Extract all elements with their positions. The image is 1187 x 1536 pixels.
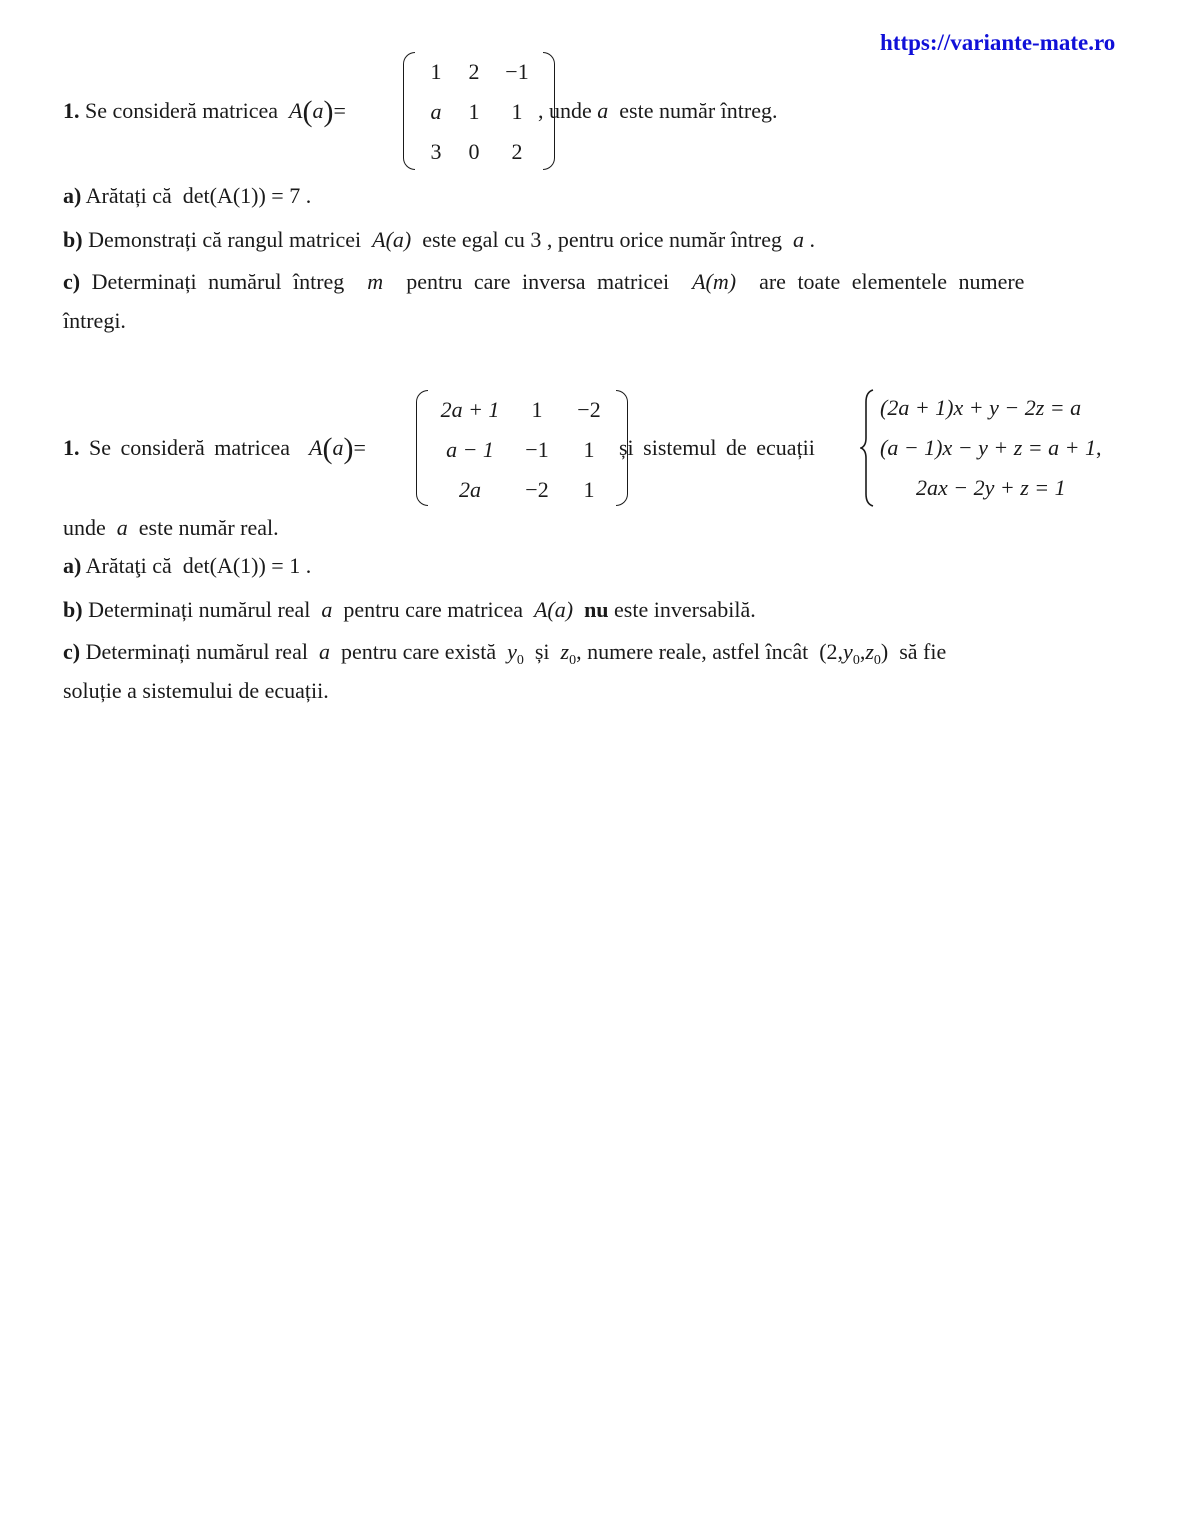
equation-2: (a − 1)x − y + z = a + 1, [880,435,1102,460]
problem2-part-c: c) Determinați numărul real a pentru care există $y_0$ și $z_0$, numere reale, astfel încât $(2,y_0,z_0)$ să fie [63,639,947,668]
equation-3: 2ax − 2y + z = 1 [916,475,1066,500]
problem2-part-b: b) Determinați numărul real a pentru care matricea A(a) nu este inversabilă. [63,597,756,622]
problem2-number: 1. [63,435,80,460]
problem1-part-b: b) Demonstrați că rangul matricei A(a) este egal cu 3 , pentru orice număr întreg a . [63,227,816,252]
problem2-matrix: 2a + 1 1 −2 a − 1 −1 1 2a −2 1 [416,390,628,506]
problem2-intro-mid: și sistemul de ecuații [619,435,815,460]
problem2-part-a: a) Arătaţi că det(A(1)) = 1 . [63,553,312,578]
problem1-intro-end: , unde a este număr întreg. [538,98,778,123]
problem1-part-c: c) Determinați numărul întreg m pentru care inversa matricei A(m) are toate elementele numere [63,269,1025,294]
left-bracket [416,390,428,506]
problem2-intro-line2: unde a este număr real. [63,515,279,540]
left-brace [860,388,874,508]
problem1-number: 1. [63,98,80,123]
problem1-part-c-line2: întregi. [63,308,126,333]
left-bracket [403,52,415,170]
problem1-part-a: a) Arătați că det(A(1)) = 7 . [63,183,312,208]
problem1-intro: 1. Se consideră matricea A(a)= [63,95,346,128]
site-link[interactable]: https://variante-mate.ro [880,30,1116,55]
problem2-system [860,388,1101,508]
problem2-intro: 1. Se consideră matricea A(a)= [63,432,366,465]
problem1-matrix: 1 2 −1 a 1 1 3 0 2 [403,52,555,170]
equation-1: (2a + 1)x + y − 2z = a [880,395,1082,420]
problem2-part-c-line2: soluție a sistemului de ecuații. [63,678,329,703]
